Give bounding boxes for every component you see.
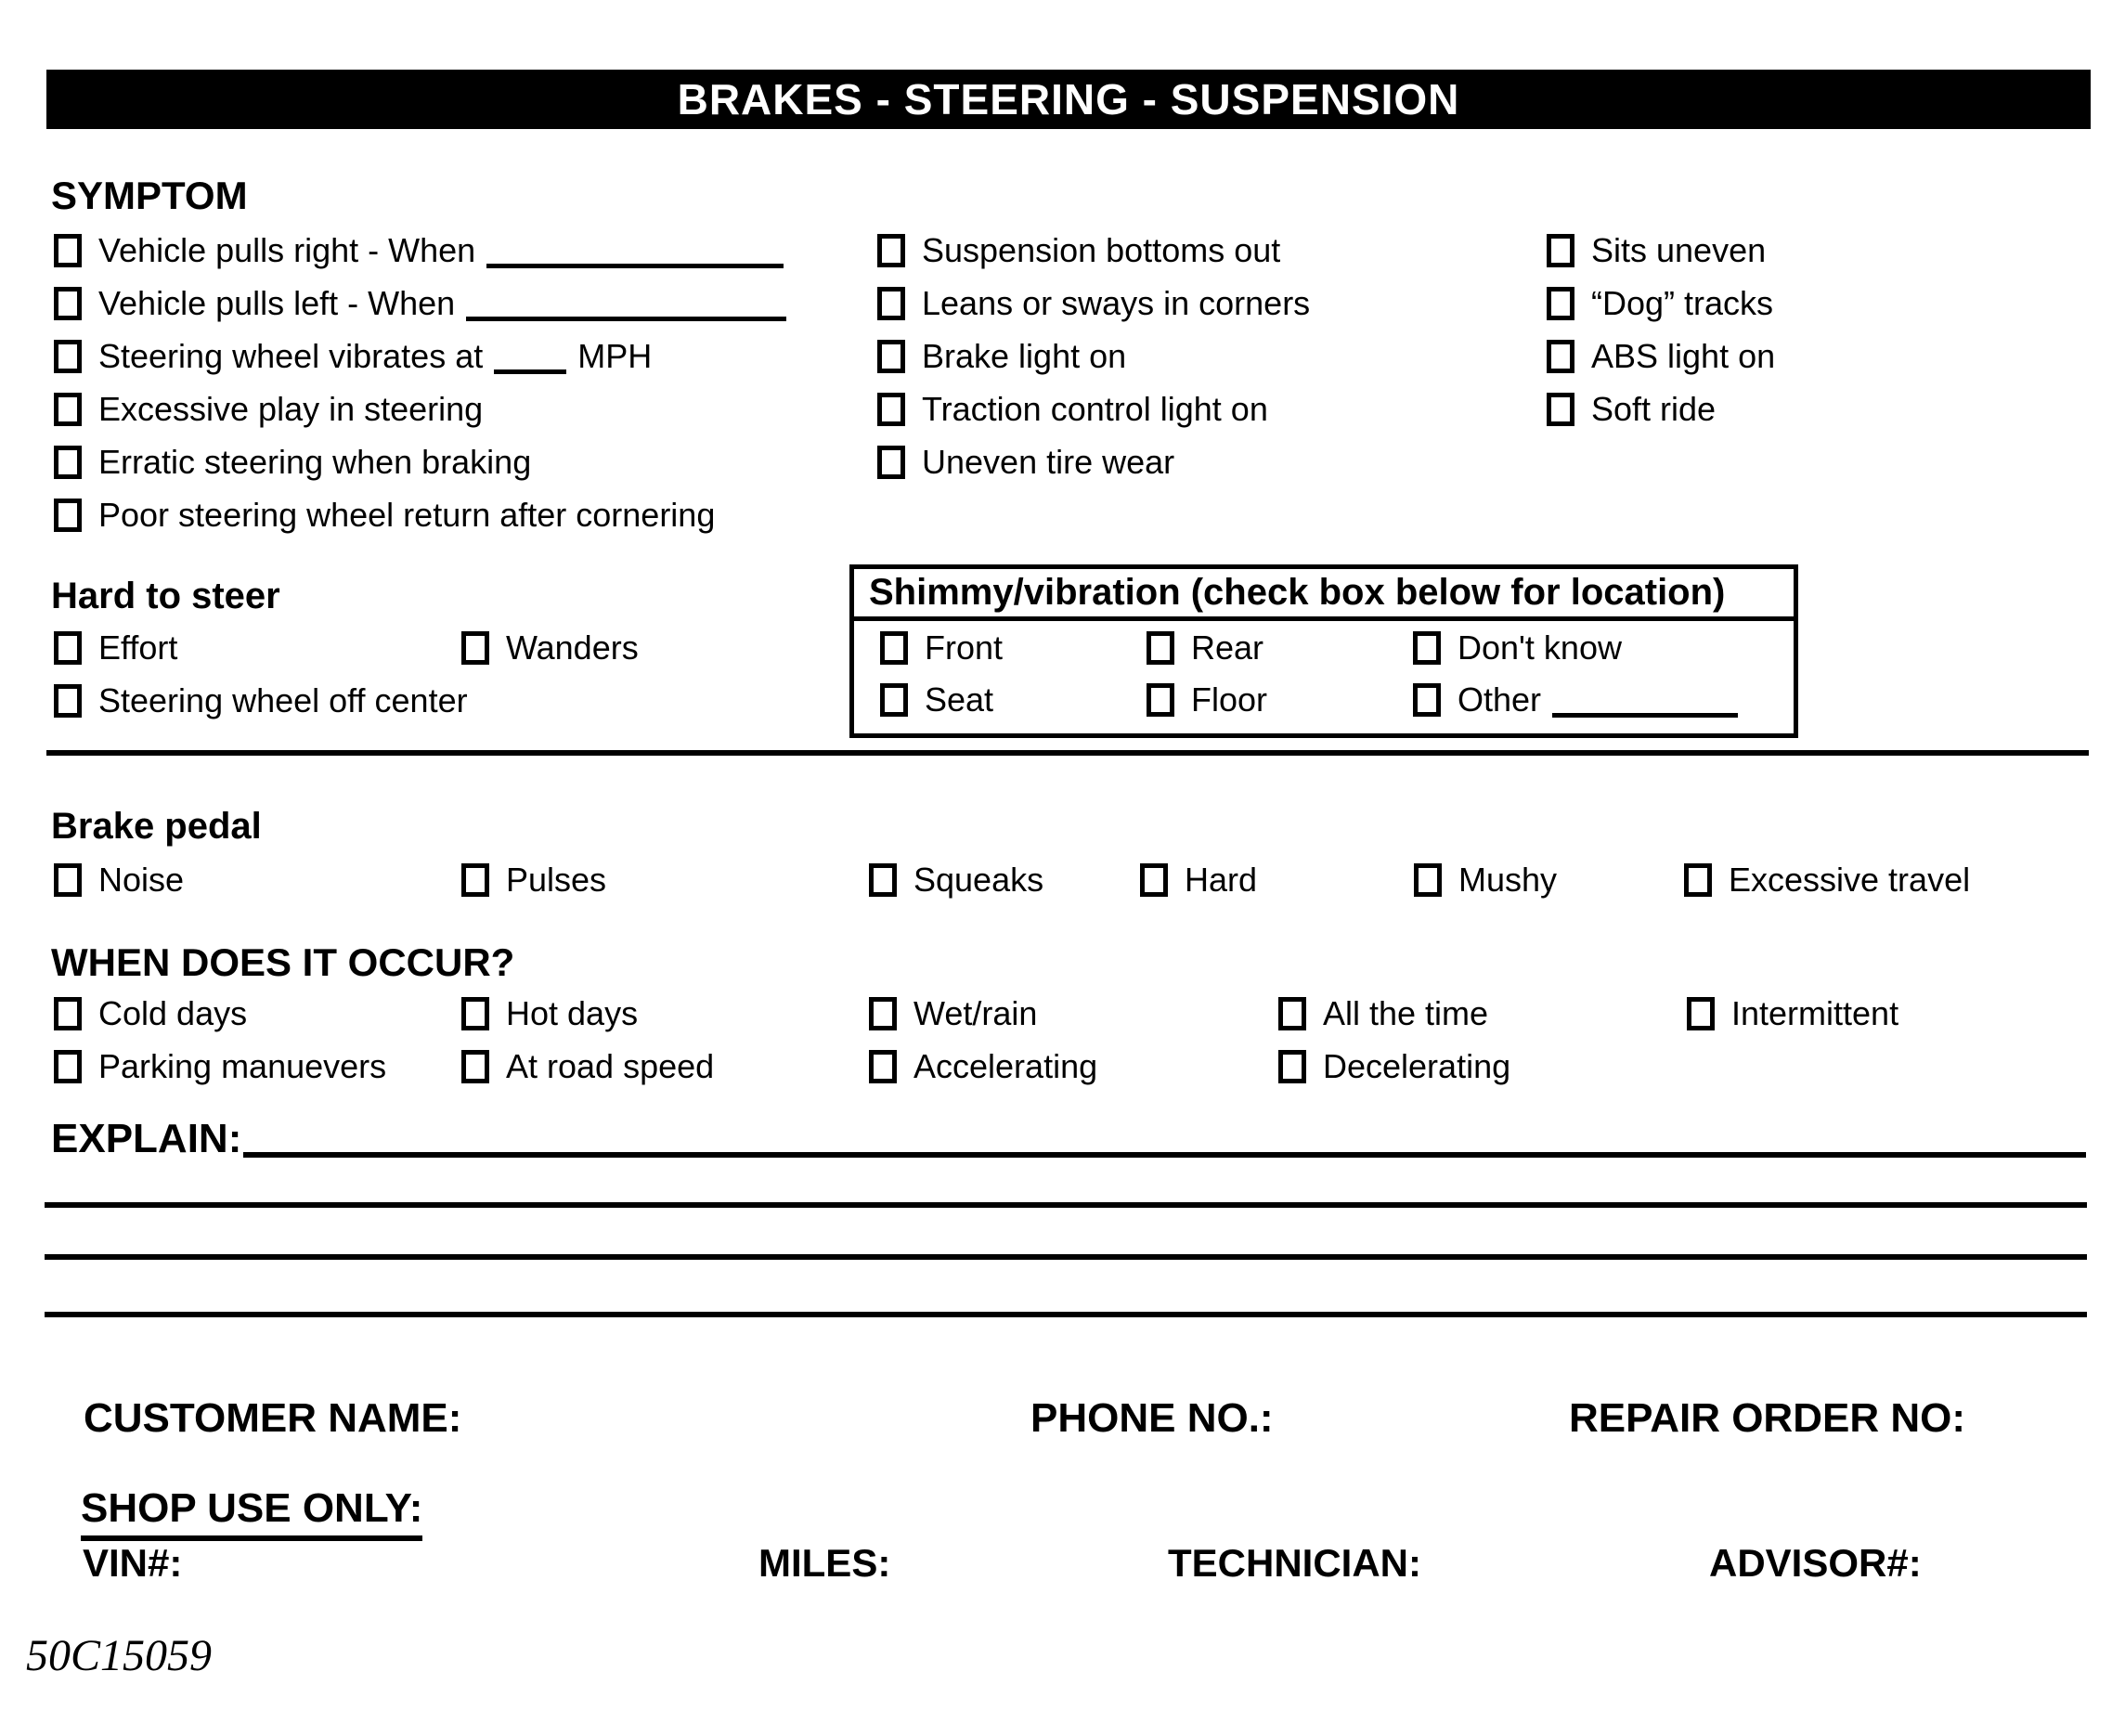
occur-item-intermittent xyxy=(1687,993,1898,1034)
sits-uneven-checkbox[interactable] xyxy=(1547,234,1574,267)
brake-light-on-checkbox[interactable] xyxy=(877,340,905,373)
occur-item-decelerating xyxy=(1278,1046,1510,1087)
mushy-label: Mushy xyxy=(1458,861,1558,899)
shimmy-vibration-header xyxy=(854,569,1794,621)
hard-label: Hard xyxy=(1185,861,1258,899)
shimmy-item-other xyxy=(1413,680,1738,720)
rear-checkbox[interactable] xyxy=(1147,631,1174,665)
brake-pedal-item-excessive-travel xyxy=(1684,860,1970,900)
accelerating-label: Accelerating xyxy=(913,1047,1098,1085)
symptom-item-sits-uneven xyxy=(1547,230,1766,271)
shimmy-vibration-box xyxy=(849,564,1798,738)
shimmy-item-rear xyxy=(1147,628,1263,668)
at-road-speed-checkbox[interactable] xyxy=(461,1050,489,1083)
wet-rain-checkbox[interactable] xyxy=(869,997,897,1030)
vehicle-pulls-left-write-in-line[interactable] xyxy=(466,285,786,321)
decelerating-label: Decelerating xyxy=(1323,1047,1511,1085)
front-label: Front xyxy=(925,628,1004,667)
excessive-travel-checkbox[interactable] xyxy=(1684,863,1712,897)
form-number: 50C15059 xyxy=(26,1631,213,1680)
uneven-tire-wear-checkbox[interactable] xyxy=(877,446,905,479)
symptom-item-excessive-play xyxy=(54,389,483,430)
shop-use-only-label: SHOP USE ONLY: xyxy=(81,1488,422,1541)
accelerating-checkbox[interactable] xyxy=(869,1050,897,1083)
occur-item-parking-manuevers xyxy=(54,1046,386,1087)
dog-tracks-checkbox[interactable] xyxy=(1547,287,1574,320)
explain-write-line-4[interactable] xyxy=(45,1312,2087,1317)
steering-wheel-off-center-checkbox[interactable] xyxy=(54,684,82,718)
form-title-bar xyxy=(46,70,2091,129)
wanders-checkbox[interactable] xyxy=(461,631,489,665)
soft-ride-label: Soft ride xyxy=(1591,390,1717,428)
occur-item-at-road-speed xyxy=(461,1046,714,1087)
rear-label: Rear xyxy=(1191,628,1264,667)
customer-name-label: CUSTOMER NAME: xyxy=(84,1395,462,1441)
occur-item-cold-days xyxy=(54,993,247,1034)
vehicle-pulls-right-write-in-line[interactable] xyxy=(486,232,784,268)
noise-checkbox[interactable] xyxy=(54,863,82,897)
intermittent-checkbox[interactable] xyxy=(1687,997,1715,1030)
miles-label: MILES: xyxy=(758,1541,891,1585)
dont-know-checkbox[interactable] xyxy=(1413,631,1441,665)
poor-steering-return-checkbox[interactable] xyxy=(54,499,82,532)
symptom-item-soft-ride xyxy=(1547,389,1716,430)
traction-control-light-label: Traction control light on xyxy=(922,390,1268,428)
repair-order-no-label: REPAIR ORDER NO: xyxy=(1569,1395,1965,1441)
leans-or-sways-label: Leans or sways in corners xyxy=(922,284,1311,322)
at-road-speed-label: At road speed xyxy=(506,1047,715,1085)
excessive-play-checkbox[interactable] xyxy=(54,393,82,426)
abs-light-on-label: ABS light on xyxy=(1591,337,1776,375)
excessive-travel-label: Excessive travel xyxy=(1729,861,1971,899)
symptom-item-vehicle-pulls-right xyxy=(54,230,784,271)
shimmy-item-dont-know xyxy=(1413,628,1622,668)
explain-heading: EXPLAIN: xyxy=(51,1116,242,1161)
steering-wheel-vibrates-label: Steering wheel vibrates at xyxy=(98,337,484,375)
steering-wheel-off-center-label: Steering wheel off center xyxy=(98,681,468,719)
sits-uneven-label: Sits uneven xyxy=(1591,231,1767,269)
occur-heading: WHEN DOES IT OCCUR? xyxy=(51,940,515,984)
form-title: BRAKES - STEERING - SUSPENSION xyxy=(677,75,1460,123)
excessive-play-label: Excessive play in steering xyxy=(98,390,484,428)
wet-rain-label: Wet/rain xyxy=(913,994,1038,1032)
mph-write-in-line[interactable] xyxy=(494,338,566,374)
noise-label: Noise xyxy=(98,861,185,899)
shimmy-item-floor xyxy=(1147,680,1267,720)
shimmy-item-seat xyxy=(880,680,993,720)
other-write-in-line[interactable] xyxy=(1552,681,1738,718)
pulses-label: Pulses xyxy=(506,861,607,899)
cold-days-label: Cold days xyxy=(98,994,248,1032)
intermittent-label: Intermittent xyxy=(1731,994,1899,1032)
mushy-checkbox[interactable] xyxy=(1414,863,1442,897)
vehicle-pulls-left-label: Vehicle pulls left - When xyxy=(98,284,456,322)
seat-checkbox[interactable] xyxy=(880,683,908,717)
symptom-item-steering-wheel-vibrates xyxy=(54,336,652,377)
section-divider xyxy=(46,750,2089,756)
effort-checkbox[interactable] xyxy=(54,631,82,665)
hard-checkbox[interactable] xyxy=(1140,863,1168,897)
brake-pedal-heading: Brake pedal xyxy=(51,806,262,847)
symptom-item-suspension-bottoms-out xyxy=(877,230,1280,271)
symptom-item-traction-control-light xyxy=(877,389,1268,430)
effort-label: Effort xyxy=(98,628,178,667)
all-the-time-checkbox[interactable] xyxy=(1278,997,1306,1030)
explain-write-line-3[interactable] xyxy=(45,1254,2087,1260)
hot-days-checkbox[interactable] xyxy=(461,997,489,1030)
squeaks-label: Squeaks xyxy=(913,861,1044,899)
symptom-item-poor-steering-return xyxy=(54,495,715,536)
dog-tracks-label: “Dog” tracks xyxy=(1591,284,1774,322)
occur-item-accelerating xyxy=(869,1046,1097,1087)
brake-pedal-item-pulses xyxy=(461,860,606,900)
symptom-item-erratic-steering xyxy=(54,442,531,483)
soft-ride-checkbox[interactable] xyxy=(1547,393,1574,426)
steering-wheel-vibrates-checkbox[interactable] xyxy=(54,340,82,373)
mph-suffix-label: MPH xyxy=(577,337,653,375)
traction-control-light-checkbox[interactable] xyxy=(877,393,905,426)
poor-steering-return-label: Poor steering wheel return after cornering xyxy=(98,496,716,534)
floor-label: Floor xyxy=(1191,680,1268,719)
cold-days-checkbox[interactable] xyxy=(54,997,82,1030)
symptom-item-abs-light-on xyxy=(1547,336,1775,377)
symptom-item-vehicle-pulls-left xyxy=(54,283,786,324)
shimmy-item-front xyxy=(880,628,1003,668)
brake-light-on-label: Brake light on xyxy=(922,337,1127,375)
vehicle-pulls-left-checkbox[interactable] xyxy=(54,287,82,320)
explain-write-line-2[interactable] xyxy=(45,1202,2087,1208)
suspension-bottoms-out-checkbox[interactable] xyxy=(877,234,905,267)
abs-light-on-checkbox[interactable] xyxy=(1547,340,1574,373)
squeaks-checkbox[interactable] xyxy=(869,863,897,897)
pulses-checkbox[interactable] xyxy=(461,863,489,897)
parking-manuevers-checkbox[interactable] xyxy=(54,1050,82,1083)
explain-write-line-1[interactable] xyxy=(243,1152,2086,1158)
occur-item-all-the-time xyxy=(1278,993,1488,1034)
hard-to-steer-item-wanders xyxy=(461,628,639,668)
front-checkbox[interactable] xyxy=(880,631,908,665)
brake-pedal-item-squeaks xyxy=(869,860,1043,900)
shimmy-vibration-heading: Shimmy/vibration (check box below for location) xyxy=(869,572,1726,613)
dont-know-label: Don't know xyxy=(1458,628,1622,667)
vin-label: VIN#: xyxy=(83,1541,183,1585)
uneven-tire-wear-label: Uneven tire wear xyxy=(922,443,1175,481)
symptom-item-leans-or-sways xyxy=(877,283,1310,324)
hard-to-steer-item-effort xyxy=(54,628,177,668)
leans-or-sways-checkbox[interactable] xyxy=(877,287,905,320)
symptom-item-uneven-tire-wear xyxy=(877,442,1174,483)
wanders-label: Wanders xyxy=(506,628,639,667)
symptom-item-brake-light-on xyxy=(877,336,1126,377)
brake-pedal-item-noise xyxy=(54,860,184,900)
vehicle-pulls-right-checkbox[interactable] xyxy=(54,234,82,267)
occur-item-wet-rain xyxy=(869,993,1037,1034)
erratic-steering-checkbox[interactable] xyxy=(54,446,82,479)
brake-pedal-item-mushy xyxy=(1414,860,1557,900)
floor-checkbox[interactable] xyxy=(1147,683,1174,717)
other-label: Other xyxy=(1458,680,1542,719)
technician-label: TECHNICIAN: xyxy=(1168,1541,1421,1585)
hard-to-steer-heading: Hard to steer xyxy=(51,576,280,616)
symptom-heading: SYMPTOM xyxy=(51,174,248,217)
other-checkbox[interactable] xyxy=(1413,683,1441,717)
vehicle-pulls-right-label: Vehicle pulls right - When xyxy=(98,231,476,269)
erratic-steering-label: Erratic steering when braking xyxy=(98,443,532,481)
seat-label: Seat xyxy=(925,680,994,719)
all-the-time-label: All the time xyxy=(1323,994,1489,1032)
occur-item-hot-days xyxy=(461,993,638,1034)
hot-days-label: Hot days xyxy=(506,994,639,1032)
phone-no-label: PHONE NO.: xyxy=(1030,1395,1274,1441)
decelerating-checkbox[interactable] xyxy=(1278,1050,1306,1083)
suspension-bottoms-out-label: Suspension bottoms out xyxy=(922,231,1281,269)
parking-manuevers-label: Parking manuevers xyxy=(98,1047,387,1085)
advisor-label: ADVISOR#: xyxy=(1709,1541,1922,1585)
symptom-item-dog-tracks xyxy=(1547,283,1773,324)
brake-pedal-item-hard xyxy=(1140,860,1257,900)
hard-to-steer-item-off-center xyxy=(54,680,468,721)
